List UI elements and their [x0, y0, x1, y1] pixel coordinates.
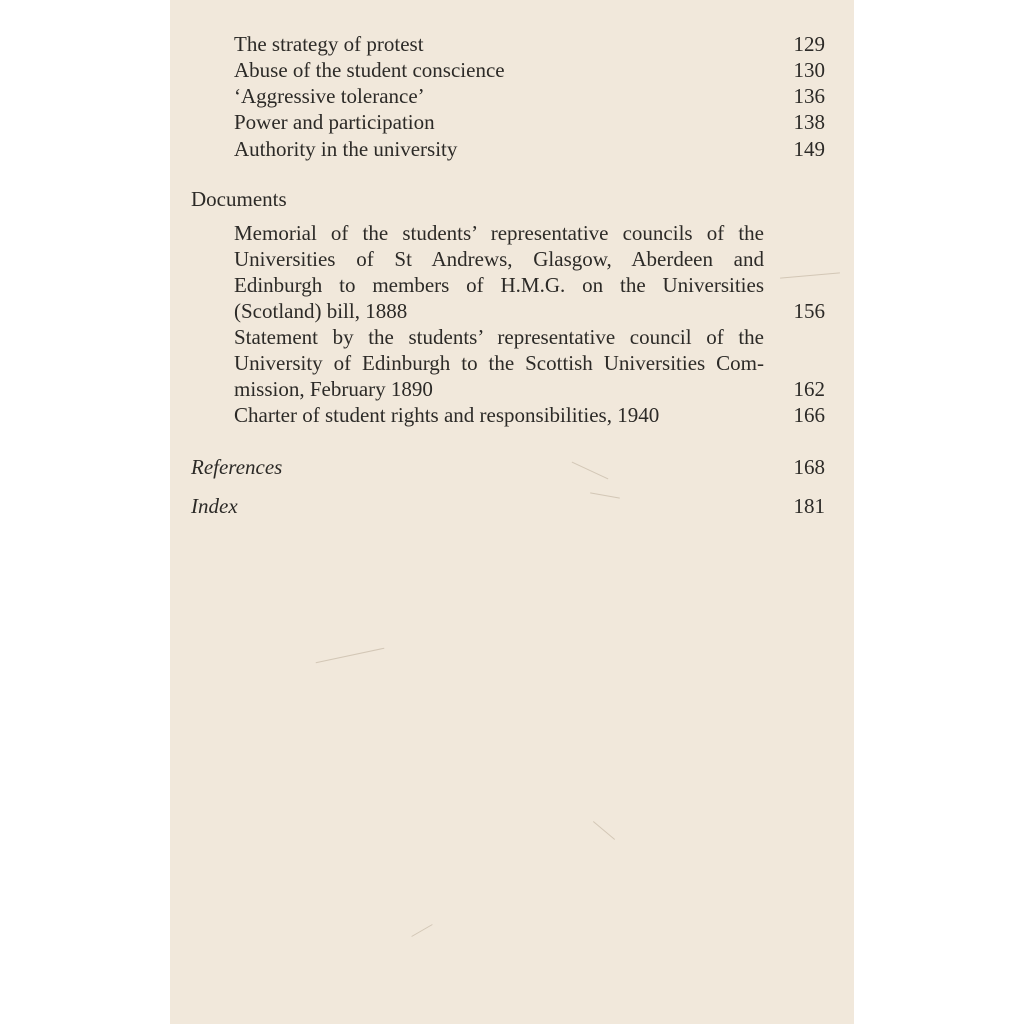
toc-entry-title: Authority in the university [234, 137, 458, 161]
references-page: 168 [793, 455, 825, 479]
document-entry [234, 402, 764, 428]
toc-entry-title: Abuse of the student conscience [234, 58, 505, 82]
document-entry-page: 166 [793, 403, 825, 427]
documents-heading: Documents [191, 187, 287, 211]
document-entry [234, 220, 764, 324]
toc-entry-page: 149 [793, 137, 825, 161]
references-title: References [191, 455, 283, 479]
document-entry-line: (Scotland) bill, 1888 [234, 299, 408, 323]
document-entry-page: 162 [793, 377, 825, 401]
toc-entry-page: 129 [793, 32, 825, 56]
toc-entry-title: The strategy of protest [234, 32, 424, 56]
toc-entry-page: 138 [793, 110, 825, 134]
toc-entry-page: 136 [793, 84, 825, 108]
document-entry-line: Charter of student rights and responsibilities, 1940 [234, 403, 660, 427]
document-entry [234, 324, 764, 402]
document-entry-line: Statement by the students’ representative council of the [234, 325, 764, 349]
document-entry-line: Edinburgh to members of H.M.G. on the Universities [234, 273, 764, 297]
document-entry-line: mission, February 1890 [234, 377, 433, 401]
toc-entry-page: 130 [793, 58, 825, 82]
index-title: Index [191, 494, 238, 518]
index-page: 181 [793, 494, 825, 518]
toc-entry-title: Power and participation [234, 110, 435, 134]
document-entry-line: Memorial of the students’ representative councils of the [234, 221, 764, 245]
document-entry-line: Universities of St Andrews, Glasgow, Aberdeen and [234, 247, 764, 271]
document-entry-page: 156 [793, 299, 825, 323]
book-page [170, 0, 854, 1024]
table-of-contents [170, 0, 854, 1024]
toc-entry-title: ‘Aggressive tolerance’ [234, 84, 425, 108]
document-entry-line: University of Edinburgh to the Scottish Universities Com- [234, 351, 764, 375]
